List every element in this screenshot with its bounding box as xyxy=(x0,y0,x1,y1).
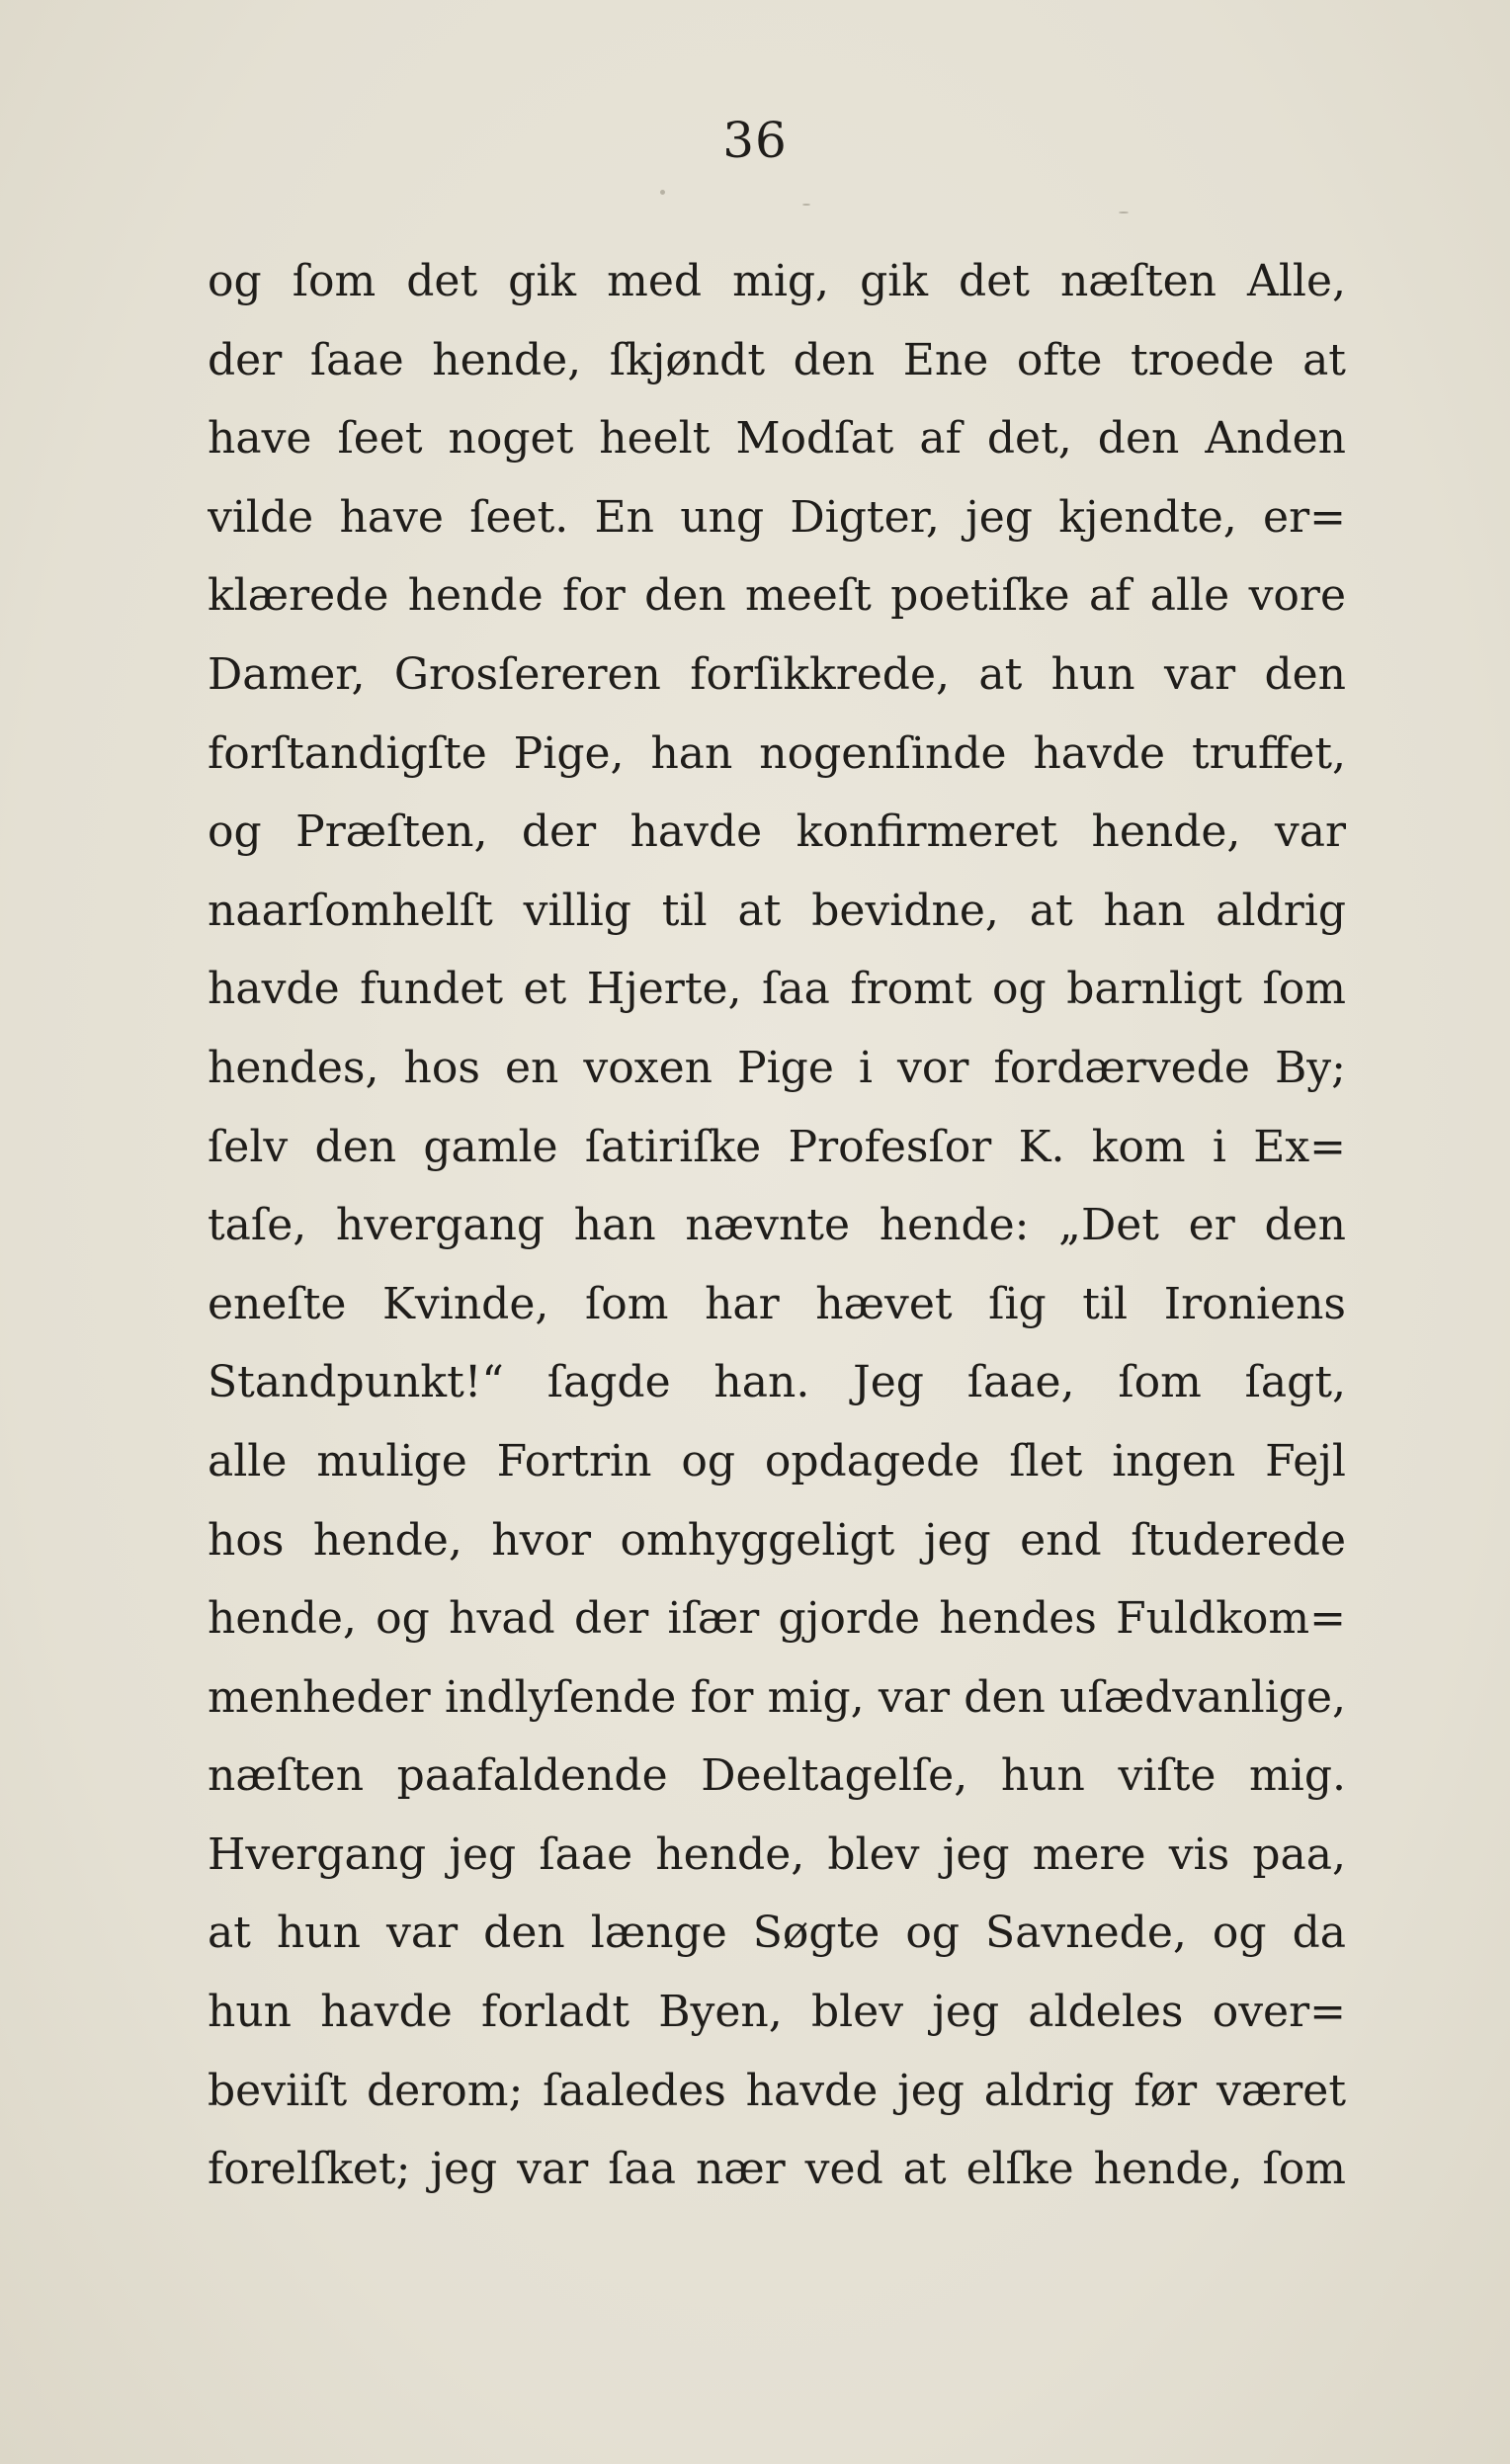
text-line: havde fundet et Hjerte, ſaa fromt og barnligt ſom xyxy=(208,964,1346,1015)
text-line: Damer, Grosſereren forſikkrede, at hun var den xyxy=(208,648,1346,700)
text-line: og Præſten, der havde konfirmeret hende, var xyxy=(208,807,1346,858)
text-line: Standpunkt!“ ſagde han. Jeg ſaae, ſom ſagt, xyxy=(208,1357,1346,1408)
print-speck xyxy=(660,190,665,195)
text-line: ſelv den gamle ſatiriſke Profesſor K. kom i Ex= xyxy=(208,1121,1346,1172)
text-line: der ſaae hende, ſkjøndt den Ene ofte troede at xyxy=(208,334,1346,385)
text-line: og ſom det gik med mig, gik det næſten Alle, xyxy=(208,256,1346,306)
text-line: beviiſt derom; ſaaledes havde jeg aldrig før været xyxy=(208,2065,1346,2116)
print-speck xyxy=(802,204,810,206)
text-line: næſten paafaldende Deeltagelſe, hun viſte mig. xyxy=(208,1750,1346,1802)
text-line: hun havde forladt Byen, blev jeg aldeles over= xyxy=(208,1987,1346,2038)
text-line: alle mulige Fortrin og opdagede ſlet ingen Fejl xyxy=(208,1435,1346,1487)
body-text xyxy=(208,242,1346,2209)
text-line: klærede hende for den meeſt poetiſke af alle vore xyxy=(208,570,1346,622)
text-line: menheder indlyſende for mig, var den uſædvanlige, xyxy=(208,1671,1346,1723)
text-line: forelſket; jeg var ſaa nær ved at elſke hende, ſom xyxy=(208,2144,1346,2195)
text-line: hos hende, hvor omhyggeligt jeg end ſtuderede xyxy=(208,1514,1346,1566)
text-line: Hvergang jeg ſaae hende, blev jeg mere vis paa, xyxy=(208,1828,1346,1880)
text-line: hende, og hvad der iſær gjorde hendes Fuldkom= xyxy=(208,1593,1346,1645)
text-line: hendes, hos en voxen Pige i vor fordærvede By; xyxy=(208,1042,1346,1093)
text-line: naarſomhelſt villig til at bevidne, at han aldrig xyxy=(208,885,1346,936)
text-line: have ſeet noget heelt Modſat af det, den Anden xyxy=(208,413,1346,465)
text-line: at hun var den længe Søgte og Savnede, og da xyxy=(208,1908,1346,1959)
text-line: forſtandigſte Pige, han nogenſinde havde truffet, xyxy=(208,727,1346,779)
text-line: vilde have ſeet. En ung Digter, jeg kjendte, er= xyxy=(208,491,1346,543)
text-line: eneſte Kvinde, ſom har hævet ſig til Ironiens xyxy=(208,1278,1346,1329)
page-number: 36 xyxy=(722,112,788,169)
text-line: taſe, hvergang han nævnte hende: „Det er den xyxy=(208,1200,1346,1251)
print-speck xyxy=(1119,212,1129,213)
